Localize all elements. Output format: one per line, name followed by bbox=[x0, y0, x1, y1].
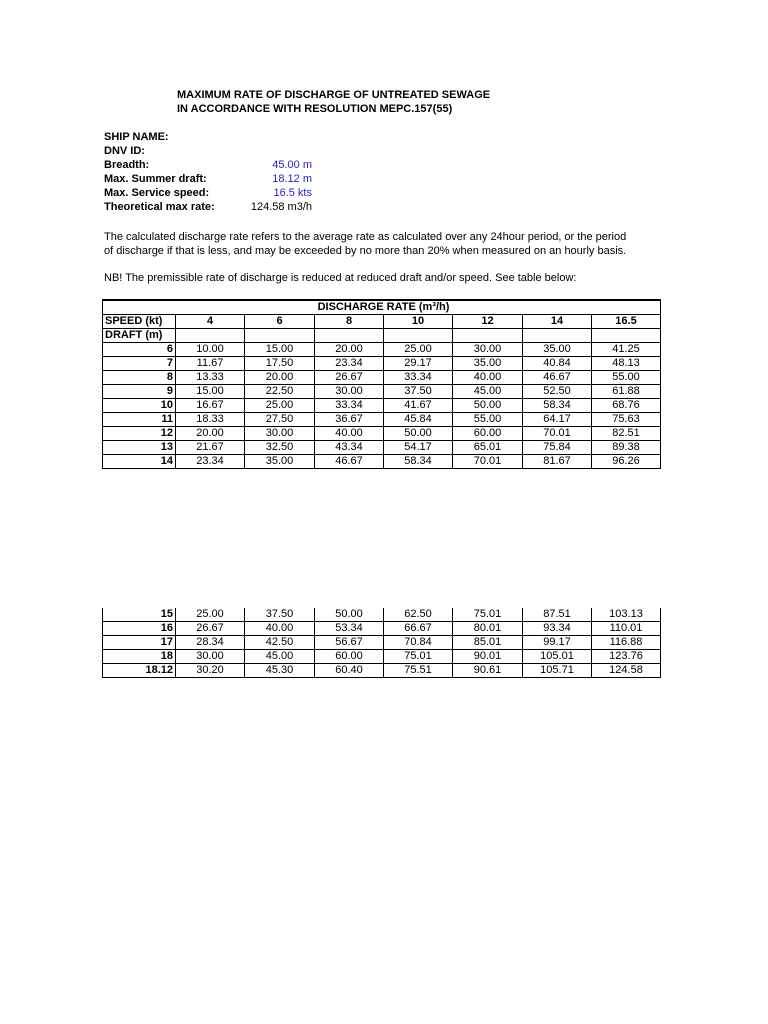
rate-cell: 75.51 bbox=[384, 664, 453, 678]
rate-cell: 40.00 bbox=[453, 371, 523, 385]
draft-cell: 10 bbox=[103, 399, 176, 413]
breadth-value: 45.00 m bbox=[272, 159, 312, 171]
ship-name-row bbox=[104, 130, 344, 144]
draft-cell: 9 bbox=[103, 385, 176, 399]
speed-header-cell: 4 bbox=[176, 315, 245, 329]
rate-cell: 66.67 bbox=[384, 622, 453, 636]
rate-cell: 27.50 bbox=[245, 413, 315, 427]
rate-cell: 99.17 bbox=[523, 636, 592, 650]
rate-cell: 105.71 bbox=[523, 664, 592, 678]
table-row bbox=[103, 399, 661, 413]
draft-cell: 18 bbox=[103, 650, 176, 664]
nb-note: NB! The premissible rate of discharge is reduced at reduced draft and/or speed. See table below: bbox=[104, 272, 577, 284]
rate-cell: 87.51 bbox=[523, 608, 592, 622]
rate-cell: 37.50 bbox=[384, 385, 453, 399]
rate-cell: 11.67 bbox=[176, 357, 245, 371]
rate-cell: 25.00 bbox=[245, 399, 315, 413]
rate-cell: 70.01 bbox=[453, 455, 523, 469]
rate-cell: 55.00 bbox=[592, 371, 661, 385]
rate-cell: 40.00 bbox=[315, 427, 384, 441]
speed-header-cell: 14 bbox=[523, 315, 592, 329]
rate-cell: 30.00 bbox=[453, 343, 523, 357]
rate-cell: 70.84 bbox=[384, 636, 453, 650]
ship-info-block bbox=[104, 130, 344, 214]
rate-cell: 37.50 bbox=[245, 608, 315, 622]
rate-cell: 50.00 bbox=[315, 608, 384, 622]
table-row bbox=[103, 608, 661, 622]
speed-header-cell: 10 bbox=[384, 315, 453, 329]
dnv-id-row bbox=[104, 144, 344, 158]
rate-cell: 54.17 bbox=[384, 441, 453, 455]
rate-cell: 30.00 bbox=[176, 650, 245, 664]
rate-cell: 16.67 bbox=[176, 399, 245, 413]
rate-cell: 64.17 bbox=[523, 413, 592, 427]
rate-cell: 18.33 bbox=[176, 413, 245, 427]
rate-cell: 103.13 bbox=[592, 608, 661, 622]
table-row bbox=[103, 650, 661, 664]
draft-cell: 6 bbox=[103, 343, 176, 357]
title-line-1: MAXIMUM RATE OF DISCHARGE OF UNTREATED SEWAGE bbox=[177, 89, 491, 101]
rate-cell: 50.00 bbox=[384, 427, 453, 441]
rate-cell: 22.50 bbox=[245, 385, 315, 399]
rate-cell: 35.00 bbox=[453, 357, 523, 371]
speed-header-cell: 6 bbox=[245, 315, 315, 329]
rate-cell: 35.00 bbox=[523, 343, 592, 357]
rate-cell: 21.67 bbox=[176, 441, 245, 455]
rate-cell: 36.67 bbox=[315, 413, 384, 427]
rate-cell: 30.00 bbox=[315, 385, 384, 399]
table-row bbox=[103, 441, 661, 455]
rate-cell: 52.50 bbox=[523, 385, 592, 399]
rate-cell: 48.13 bbox=[592, 357, 661, 371]
rate-cell: 80.01 bbox=[453, 622, 523, 636]
rate-cell: 32.50 bbox=[245, 441, 315, 455]
draft-cell: 16 bbox=[103, 622, 176, 636]
service-speed-row bbox=[104, 186, 344, 200]
rate-cell: 90.01 bbox=[453, 650, 523, 664]
rate-cell: 29.17 bbox=[384, 357, 453, 371]
rate-cell: 65.01 bbox=[453, 441, 523, 455]
draft-header-row bbox=[103, 329, 661, 343]
rate-cell: 33.34 bbox=[315, 399, 384, 413]
rate-cell: 85.01 bbox=[453, 636, 523, 650]
max-rate-row bbox=[104, 200, 344, 214]
table-row bbox=[103, 622, 661, 636]
rate-cell: 46.67 bbox=[523, 371, 592, 385]
rate-cell: 17.50 bbox=[245, 357, 315, 371]
rate-cell: 45.00 bbox=[453, 385, 523, 399]
rate-cell: 75.01 bbox=[453, 608, 523, 622]
rate-cell: 123.76 bbox=[592, 650, 661, 664]
breadth-row bbox=[104, 158, 344, 172]
rate-cell: 75.01 bbox=[384, 650, 453, 664]
rate-cell: 70.01 bbox=[523, 427, 592, 441]
rate-cell: 25.00 bbox=[176, 608, 245, 622]
rate-cell: 42.50 bbox=[245, 636, 315, 650]
rate-cell: 23.34 bbox=[315, 357, 384, 371]
rate-cell: 13.33 bbox=[176, 371, 245, 385]
rate-cell: 41.67 bbox=[384, 399, 453, 413]
speed-header-cell: 12 bbox=[453, 315, 523, 329]
rate-cell: 60.40 bbox=[315, 664, 384, 678]
rate-cell: 45.00 bbox=[245, 650, 315, 664]
rate-cell: 33.34 bbox=[384, 371, 453, 385]
service-speed-value: 16.5 kts bbox=[273, 187, 312, 199]
table-heading: DISCHARGE RATE (m³/h) bbox=[245, 300, 523, 315]
rate-cell: 81.67 bbox=[523, 455, 592, 469]
rate-cell: 124.58 bbox=[592, 664, 661, 678]
rate-cell: 43.34 bbox=[315, 441, 384, 455]
draft-cell: 18.12 bbox=[103, 664, 176, 678]
rate-cell: 25.00 bbox=[384, 343, 453, 357]
speed-header-cell: 8 bbox=[315, 315, 384, 329]
draft-cell: 17 bbox=[103, 636, 176, 650]
table-row bbox=[103, 427, 661, 441]
service-speed-label: Max. Service speed: bbox=[104, 187, 210, 199]
draft-cell: 7 bbox=[103, 357, 176, 371]
discharge-note bbox=[104, 230, 664, 258]
rate-cell: 20.00 bbox=[176, 427, 245, 441]
rate-cell: 35.00 bbox=[245, 455, 315, 469]
draft-cell: 14 bbox=[103, 455, 176, 469]
rate-cell: 15.00 bbox=[245, 343, 315, 357]
title-line-2: IN ACCORDANCE WITH RESOLUTION MEPC.157(55) bbox=[177, 103, 453, 115]
rate-cell: 46.67 bbox=[315, 455, 384, 469]
table-row bbox=[103, 455, 661, 469]
rate-cell: 45.30 bbox=[245, 664, 315, 678]
max-rate-label: Theoretical max rate: bbox=[104, 201, 215, 213]
rate-cell: 61.88 bbox=[592, 385, 661, 399]
rate-cell: 15.00 bbox=[176, 385, 245, 399]
rate-cell: 26.67 bbox=[315, 371, 384, 385]
rate-cell: 75.84 bbox=[523, 441, 592, 455]
rate-cell: 55.00 bbox=[453, 413, 523, 427]
draft-cell: 15 bbox=[103, 608, 176, 622]
rate-cell: 23.34 bbox=[176, 455, 245, 469]
draft-label: DRAFT (m) bbox=[103, 329, 176, 343]
rate-cell: 105.01 bbox=[523, 650, 592, 664]
rate-cell: 62.50 bbox=[384, 608, 453, 622]
summer-draft-row bbox=[104, 172, 344, 186]
summer-draft-label: Max. Summer draft: bbox=[104, 173, 207, 185]
rate-cell: 53.34 bbox=[315, 622, 384, 636]
draft-cell: 12 bbox=[103, 427, 176, 441]
rate-cell: 41.25 bbox=[592, 343, 661, 357]
table-row bbox=[103, 385, 661, 399]
max-rate-value: 124.58 m3/h bbox=[250, 201, 312, 213]
rate-cell: 50.00 bbox=[453, 399, 523, 413]
table-row bbox=[103, 664, 661, 678]
note-line-2: of discharge if that is less, and may be exceeded by no more than 20% when measured on an hourly basis. bbox=[104, 245, 627, 257]
rate-cell: 10.00 bbox=[176, 343, 245, 357]
table-row bbox=[103, 413, 661, 427]
table-row bbox=[103, 343, 661, 357]
rate-cell: 20.00 bbox=[315, 343, 384, 357]
rate-cell: 30.00 bbox=[245, 427, 315, 441]
ship-name-label: SHIP NAME: bbox=[104, 131, 169, 143]
speed-label: SPEED (kt) bbox=[103, 315, 176, 329]
rate-cell: 75.63 bbox=[592, 413, 661, 427]
draft-cell: 11 bbox=[103, 413, 176, 427]
summer-draft-value: 18.12 m bbox=[272, 173, 312, 185]
table-row bbox=[103, 371, 661, 385]
draft-cell: 13 bbox=[103, 441, 176, 455]
table-row bbox=[103, 636, 661, 650]
rate-cell: 58.34 bbox=[384, 455, 453, 469]
table-heading-row bbox=[103, 300, 661, 315]
speed-header-row bbox=[103, 315, 661, 329]
rate-cell: 96.26 bbox=[592, 455, 661, 469]
rate-cell: 56.67 bbox=[315, 636, 384, 650]
rate-cell: 82.51 bbox=[592, 427, 661, 441]
breadth-label: Breadth: bbox=[104, 159, 150, 171]
rate-cell: 90.61 bbox=[453, 664, 523, 678]
rate-cell: 30.20 bbox=[176, 664, 245, 678]
rate-cell: 20.00 bbox=[245, 371, 315, 385]
rate-cell: 89.38 bbox=[592, 441, 661, 455]
note-line-1: The calculated discharge rate refers to the average rate as calculated over any 24hour period, or the period bbox=[104, 231, 627, 243]
rate-cell: 40.84 bbox=[523, 357, 592, 371]
rate-cell: 60.00 bbox=[315, 650, 384, 664]
table-row bbox=[103, 357, 661, 371]
discharge-table-top bbox=[102, 299, 661, 469]
rate-cell: 45.84 bbox=[384, 413, 453, 427]
rate-cell: 116.88 bbox=[592, 636, 661, 650]
document-title bbox=[177, 88, 490, 116]
rate-cell: 28.34 bbox=[176, 636, 245, 650]
dnv-id-label: DNV ID: bbox=[104, 145, 145, 157]
rate-cell: 68.76 bbox=[592, 399, 661, 413]
rate-cell: 58.34 bbox=[523, 399, 592, 413]
rate-cell: 60.00 bbox=[453, 427, 523, 441]
rate-cell: 40.00 bbox=[245, 622, 315, 636]
rate-cell: 93.34 bbox=[523, 622, 592, 636]
speed-header-cell: 16.5 bbox=[592, 315, 661, 329]
discharge-table-bottom bbox=[102, 608, 661, 678]
rate-cell: 110.01 bbox=[592, 622, 661, 636]
draft-cell: 8 bbox=[103, 371, 176, 385]
rate-cell: 26.67 bbox=[176, 622, 245, 636]
